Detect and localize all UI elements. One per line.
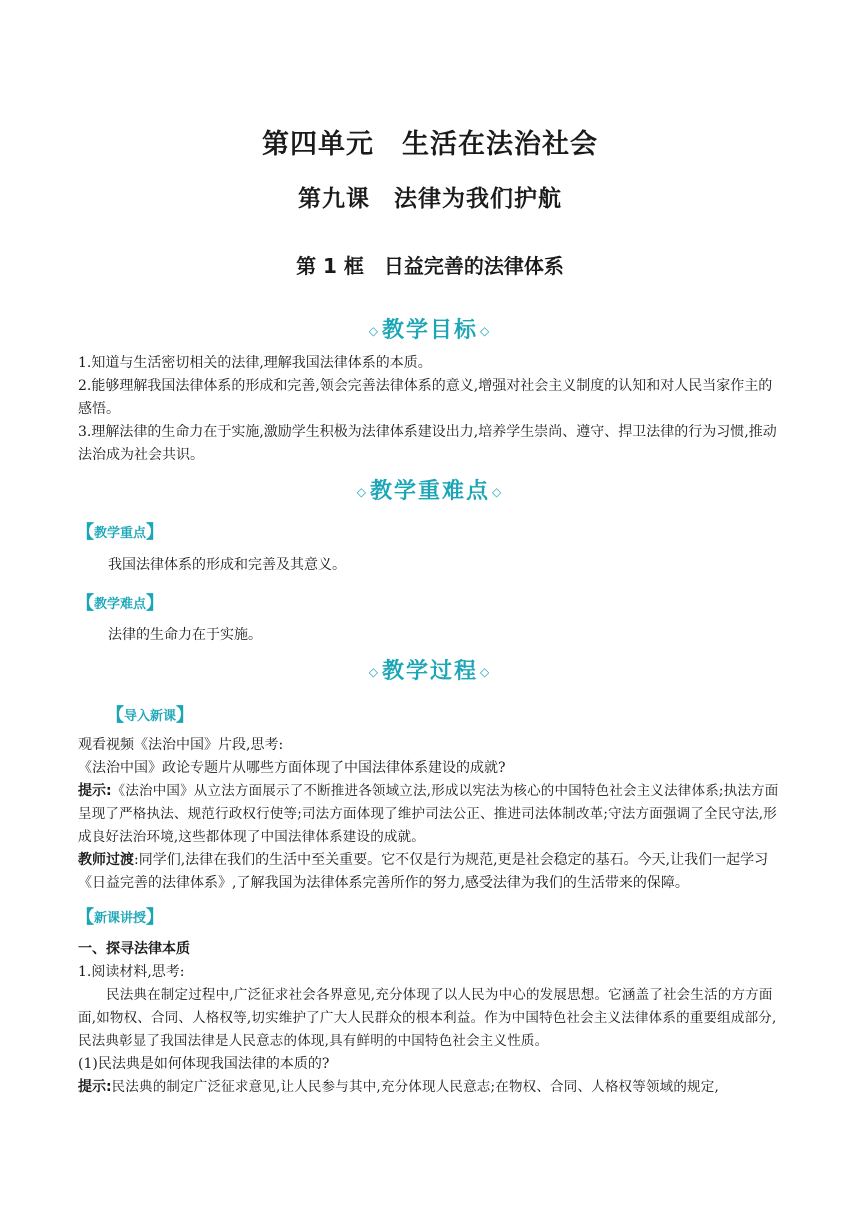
goal-item: 3.理解法律的生命力在于实施,激励学生积极为法律体系建设出力,培养学生崇尚、遵守、捍卫法律的行为习惯,推动法治成为社会共识。 (78, 424, 777, 463)
goal-item: 1.知道与生活密切相关的法律,理解我国法律体系的本质。 (78, 355, 432, 371)
goal-item: 2.能够理解我国法律体系的形成和完善,领会完善法律体系的意义,增强对社会主义制度的认知和对人民当家作主的感悟。 (78, 378, 773, 417)
difficulty-label: 【教学难点】 (76, 593, 165, 614)
unit-title: 第四单元 生活在法治社会 (262, 129, 598, 160)
goals-section-title: ◇教学目标 ◇ (368, 317, 492, 343)
transition-text: :同学们,法律在我们的生活中至关重要。它不仅是行为规范,更是社会稳定的基石。今天,让我们一起学习《日益完善的法律体系》,了解我国为法律体系完善所作的努力,感受法律为我们的生活带来的保障。 (78, 852, 769, 891)
frame-title: 第 1 框 日益完善的法律体系 (296, 254, 564, 278)
lesson-title: 第九课 法律为我们护航 (298, 186, 562, 212)
teacher-transition (78, 849, 784, 895)
diamond-icon: ◇ (480, 665, 492, 679)
diamond-icon: ◇ (492, 485, 504, 499)
key-text: 我国法律体系的形成和完善及其意义。 (108, 557, 346, 573)
diamond-icon: ◇ (368, 665, 380, 679)
intro-line: 观看视频《法治中国》片段,思考: (78, 737, 284, 753)
transition-label: 教师过渡 (78, 852, 134, 868)
reading-material: 民法典在制定过程中,广泛征求社会各界意见,充分体现了以人民为中心的发展思想。它涵盖了社会生活的方方面面,如物权、合同、人格权等,切实维护了广大人民群众的根本利益。作为中国特色社会主义法律体系的重要组成部分,民法典彰显了我国法律是人民意志的体现,具有鲜明的中国特色社会主义性质。 (78, 987, 777, 1049)
intro-question: 《法治中国》政论专题片从哪些方面体现了中国法律体系建设的成就? (78, 760, 506, 776)
intro-hint (78, 780, 784, 849)
question-1: (1)民法典是如何体现我国法律的本质的? (78, 1056, 330, 1072)
diamond-icon: ◇ (480, 324, 492, 338)
key-label: 【教学重点】 (76, 522, 165, 543)
keypoints-section-title: ◇教学重难点 ◇ (356, 478, 504, 504)
diamond-icon: ◇ (368, 324, 380, 338)
new-lesson-block (78, 938, 784, 1099)
question-intro: 1.阅读材料,思考: (78, 964, 185, 980)
hint-text: 《法治中国》从立法方面展示了不断推进各领域立法,形成以宪法为核心的中国特色社会主义法律体系;执法方面呈现了严格执法、规范行政权行使等;司法方面体现了维护司法公正、推进司法体制改革;守法方面强调了全民守法,形成良好法治环境,这些都体现了中国法律体系建设的成就。 (78, 783, 779, 845)
difficulty-text: 法律的生命力在于实施。 (108, 627, 262, 643)
intro-block (78, 734, 784, 895)
section-heading: 一、探寻法律本质 (78, 941, 190, 957)
new-lesson-label: 【新课讲授】 (76, 907, 165, 928)
hint-label: 提示: (78, 783, 112, 799)
goals-list (78, 352, 784, 467)
hint-text: 民法典的制定广泛征求意见,让人民参与其中,充分体现人民意志;在物权、合同、人格权等领域的规定, (111, 1079, 719, 1095)
hint-label: 提示: (78, 1079, 112, 1095)
process-section-title: ◇教学过程 ◇ (368, 658, 492, 684)
answer-hint (78, 1076, 784, 1099)
diamond-icon: ◇ (356, 485, 368, 499)
intro-label: 【导入新课】 (106, 705, 195, 726)
